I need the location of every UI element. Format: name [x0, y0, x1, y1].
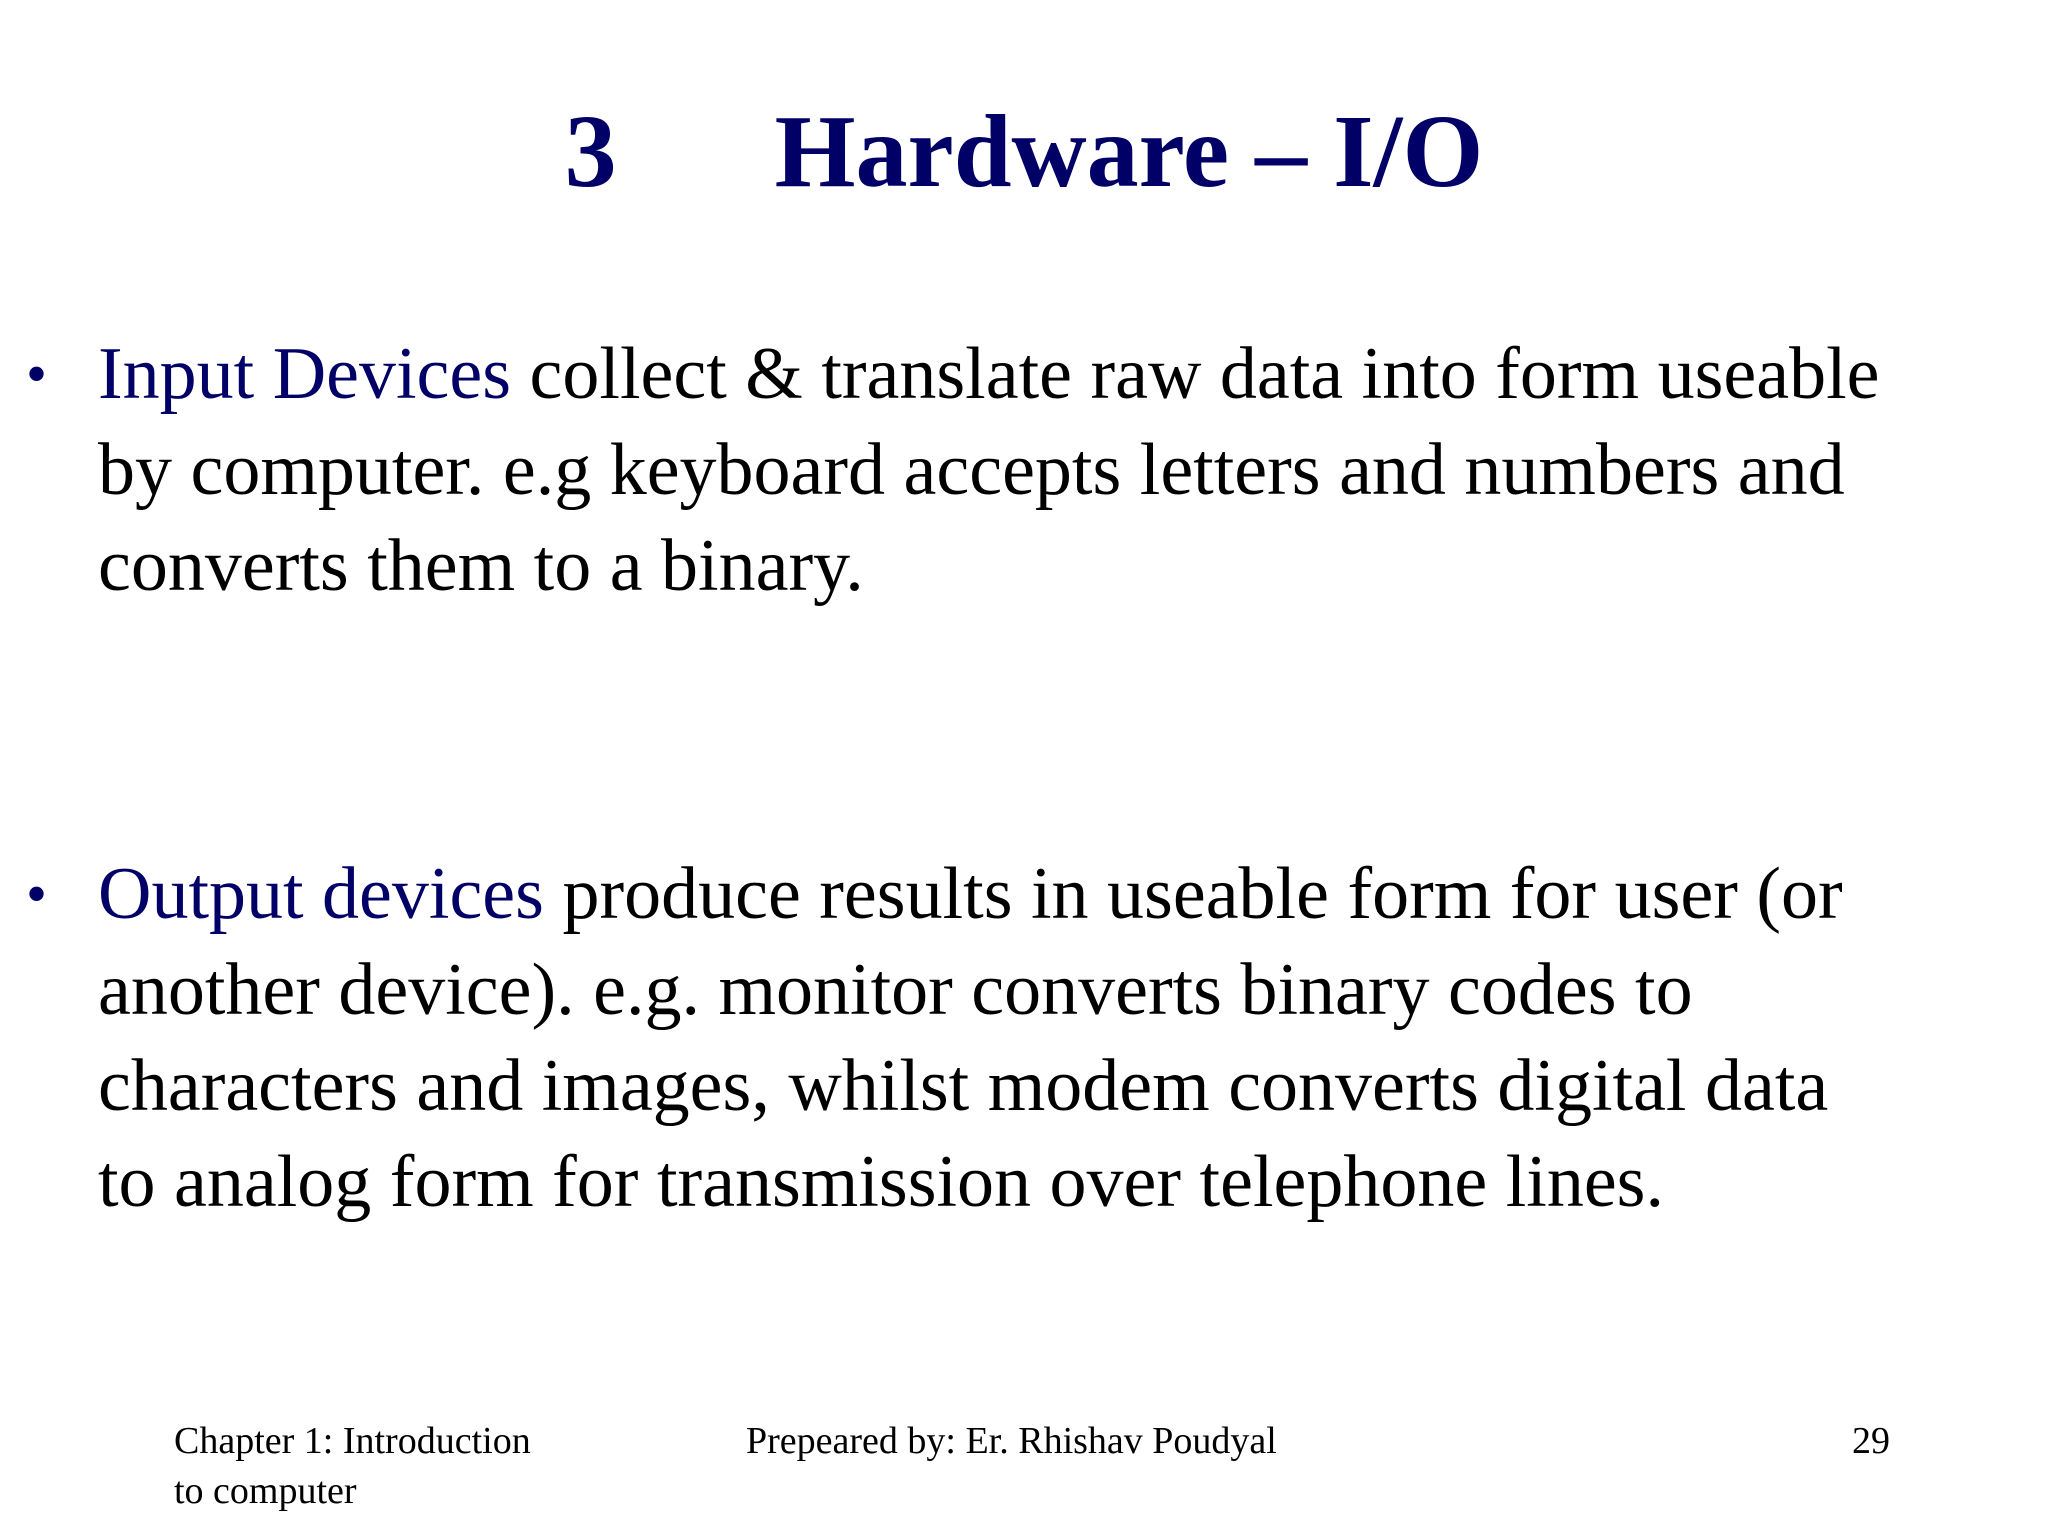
footer-chapter-line: to computer — [174, 1470, 357, 1512]
bullet-line: another device). e.g. monitor converts binary codes to — [98, 949, 1693, 1031]
title-number: 3 — [564, 94, 617, 209]
footer-page-number: 29 — [1852, 1420, 1890, 1462]
bullet-term: Input Devices — [98, 333, 512, 415]
bullet-dot-icon: • — [26, 341, 48, 407]
bullet-line: characters and images, whilst modem converts digital data — [98, 1045, 1829, 1127]
bullet-text: collect & translate raw data into form useable — [511, 333, 1880, 415]
footer-author: Prepeared by: Er. Rhishav Poudyal — [746, 1420, 1277, 1462]
bullet-output-devices — [26, 846, 2028, 1230]
footer-chapter-line: Chapter 1: Introduction — [174, 1420, 531, 1462]
bullet-input-devices — [26, 326, 2028, 614]
bullet-line: by computer. e.g keyboard accepts letters and numbers and — [98, 429, 1845, 511]
bullet-text: produce results in useable form for user (or — [543, 853, 1843, 935]
bullet-dot-icon: • — [26, 861, 48, 927]
bullet-line: converts them to a binary. — [98, 525, 864, 607]
title-text: Hardware – I/O — [774, 94, 1484, 209]
bullet-line — [98, 326, 2028, 422]
bullet-line: to analog form for transmission over telephone lines. — [98, 1141, 1664, 1223]
bullet-line — [98, 846, 2028, 942]
bullet-term: Output devices — [98, 853, 544, 935]
footer-chapter — [174, 1416, 594, 1516]
